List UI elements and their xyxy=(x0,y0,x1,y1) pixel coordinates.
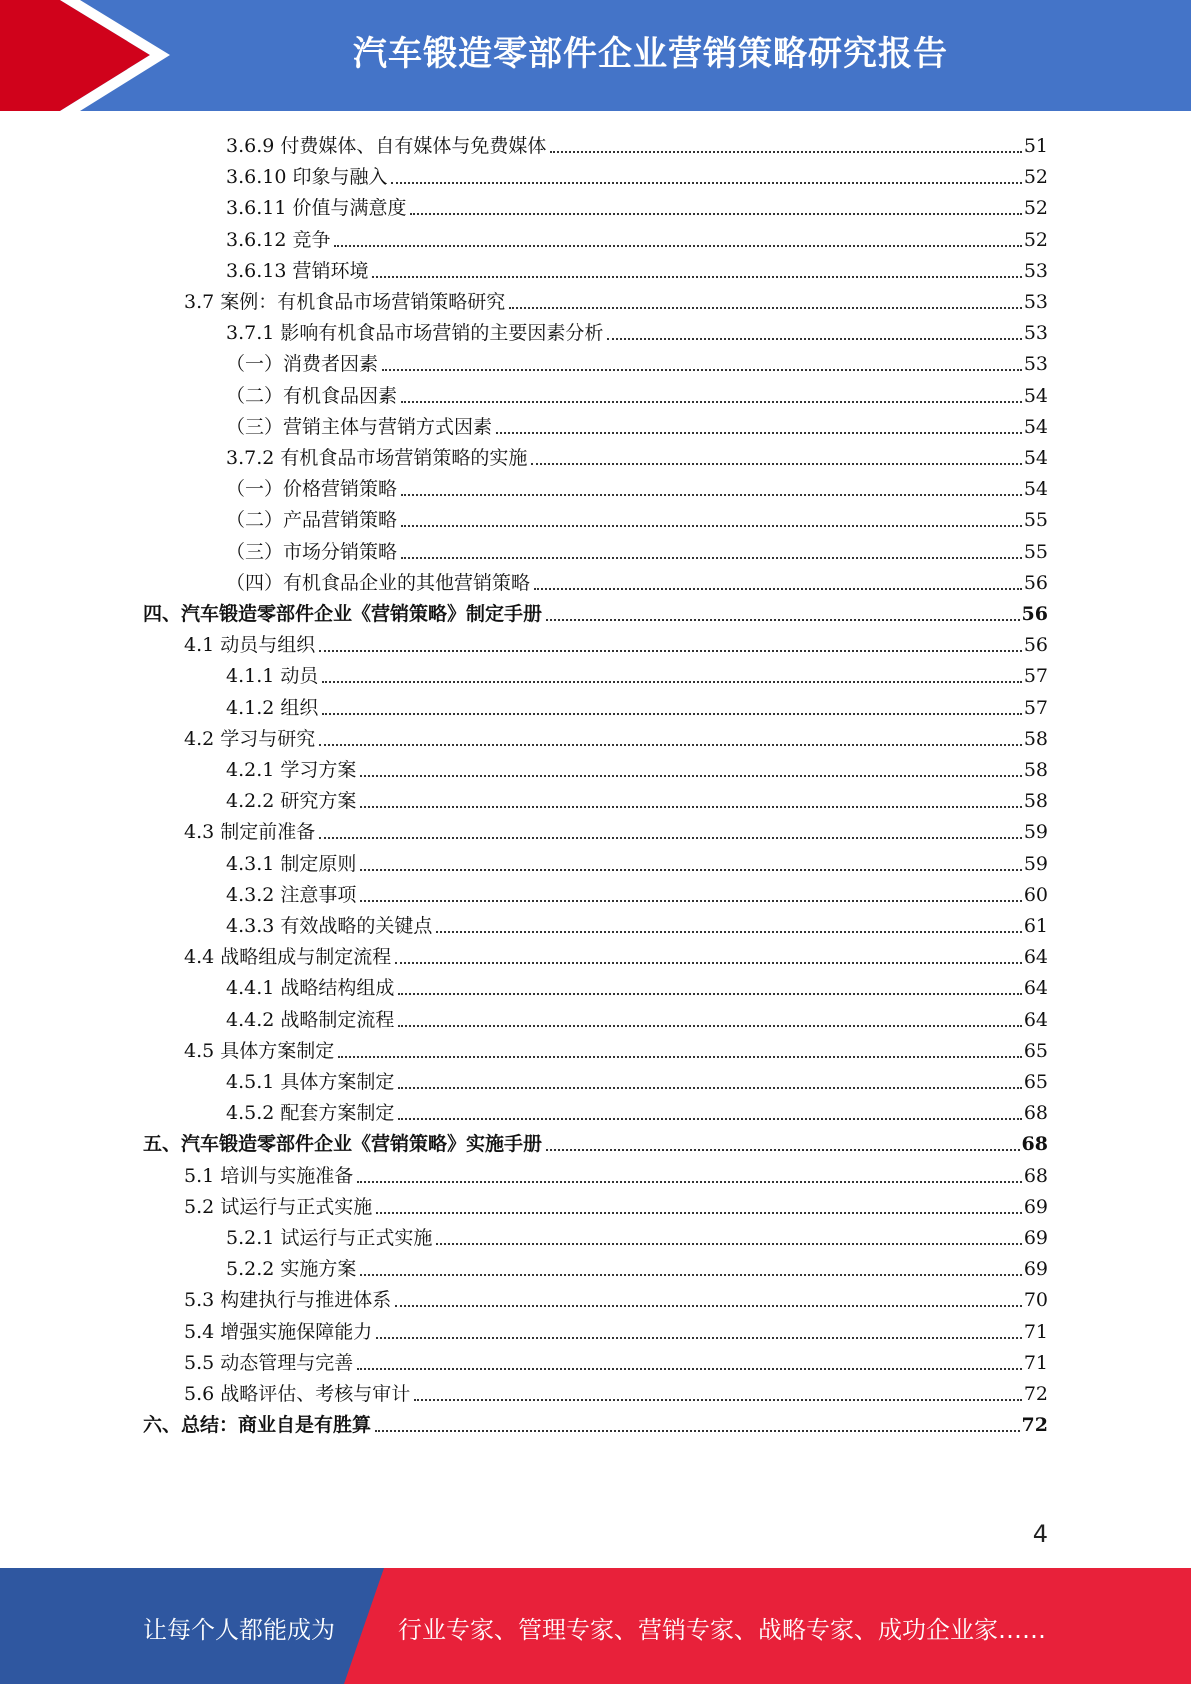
toc-entry[interactable] xyxy=(184,1281,1048,1312)
toc-entry-label: 3.7 案例：有机食品市场营销策略研究 xyxy=(184,291,506,313)
toc-leader-dots xyxy=(398,1025,1021,1027)
toc-entry[interactable] xyxy=(226,564,1048,595)
toc-leader-dots xyxy=(360,806,1021,808)
toc-entry-page: 58 xyxy=(1023,790,1048,813)
toc-entry[interactable] xyxy=(226,221,1048,252)
toc-entry-page: 68 xyxy=(1023,1102,1048,1125)
toc-entry-label: （二）产品营销策略 xyxy=(226,509,398,532)
toc-entry-label: 4.4.1 战略结构组成 xyxy=(226,977,395,1000)
toc-entry[interactable] xyxy=(226,1094,1048,1125)
toc-entry-page: 64 xyxy=(1023,1008,1048,1031)
toc-entry[interactable] xyxy=(184,1375,1048,1406)
toc-entry[interactable] xyxy=(226,876,1048,907)
toc-entry-label: 3.6.9 付费媒体、自有媒体与免费媒体 xyxy=(226,135,547,157)
toc-leader-dots xyxy=(607,338,1021,340)
toc-entry-page: 52 xyxy=(1023,228,1048,251)
toc-entry[interactable] xyxy=(226,1001,1048,1032)
toc-leader-dots xyxy=(509,307,1022,309)
toc-entry-label: 4.1.2 组织 xyxy=(226,696,319,719)
toc-leader-dots xyxy=(360,900,1021,902)
toc-leader-dots xyxy=(401,401,1022,403)
toc-entry[interactable] xyxy=(226,252,1048,283)
toc-entry[interactable] xyxy=(226,751,1048,782)
toc-entry-label: 5.5 动态管理与完善 xyxy=(184,1351,354,1374)
toc-entry-label: 4.3.2 注意事项 xyxy=(226,883,357,906)
toc-leader-dots xyxy=(401,525,1022,527)
toc-entry-label: 4.2 学习与研究 xyxy=(184,727,316,750)
toc-leader-dots xyxy=(436,1243,1021,1245)
toc-entry-label: 4.3.1 制定原则 xyxy=(226,852,357,875)
toc-entry[interactable] xyxy=(184,626,1048,657)
toc-entry[interactable] xyxy=(226,345,1048,376)
toc-entry-label: 3.6.10 印象与融入 xyxy=(226,166,388,189)
toc-entry[interactable] xyxy=(226,657,1048,688)
toc-entry-label: 4.5.2 配套方案制定 xyxy=(226,1102,395,1125)
toc-entry[interactable] xyxy=(226,377,1048,408)
toc-entry[interactable] xyxy=(226,408,1048,439)
toc-entry-page: 64 xyxy=(1023,977,1048,1000)
toc-entry-page: 55 xyxy=(1023,509,1048,532)
toc-leader-dots xyxy=(360,1274,1021,1276)
toc-entry[interactable] xyxy=(226,314,1048,345)
toc-entry[interactable] xyxy=(226,782,1048,813)
toc-entry-page: 54 xyxy=(1023,447,1048,469)
toc-entry[interactable] xyxy=(226,1219,1048,1250)
toc-entry[interactable] xyxy=(184,720,1048,751)
toc-entry-page: 58 xyxy=(1023,727,1048,750)
toc-entry-label: （一）消费者因素 xyxy=(226,353,379,376)
toc-leader-dots xyxy=(398,1087,1021,1089)
toc-entry-page: 60 xyxy=(1023,883,1048,906)
toc-entry-label: 四、汽车锻造零部件企业《营销策略》制定手册 xyxy=(143,603,543,625)
toc-leader-dots xyxy=(550,151,1021,153)
toc-entry-label: （二）有机食品因素 xyxy=(226,384,398,407)
toc-entry-label: （三）市场分销策略 xyxy=(226,540,398,563)
toc-entry[interactable] xyxy=(226,189,1048,220)
toc-leader-dots xyxy=(401,557,1022,559)
toc-leader-dots xyxy=(338,1056,1022,1058)
toc-entry-label: （一）价格营销策略 xyxy=(226,478,398,501)
toc-entry[interactable] xyxy=(226,501,1048,532)
toc-leader-dots xyxy=(534,588,1022,590)
toc-entry-page: 70 xyxy=(1023,1289,1048,1312)
toc-entry-page: 51 xyxy=(1023,135,1048,157)
toc-leader-dots xyxy=(531,463,1021,465)
toc-leader-dots xyxy=(395,1305,1022,1307)
toc-entry[interactable] xyxy=(226,1063,1048,1094)
toc-entry-page: 68 xyxy=(1023,1164,1048,1187)
toc-entry[interactable] xyxy=(184,1032,1048,1063)
toc-entry[interactable] xyxy=(226,127,1048,158)
toc-entry[interactable] xyxy=(226,845,1048,876)
toc-entry-label: 4.2.2 研究方案 xyxy=(226,790,357,813)
toc-leader-dots xyxy=(319,650,1022,652)
toc-leader-dots xyxy=(319,837,1022,839)
toc-entry-label: 5.4 增强实施保障能力 xyxy=(184,1320,373,1343)
toc-entry-page: 69 xyxy=(1023,1195,1048,1218)
toc-leader-dots xyxy=(398,993,1021,995)
toc-leader-dots xyxy=(357,1368,1022,1370)
toc-leader-dots xyxy=(391,182,1021,184)
toc-entry-page: 65 xyxy=(1023,1039,1048,1062)
toc-leader-dots xyxy=(401,494,1022,496)
toc-entry-label: （三）营销主体与营销方式因素 xyxy=(226,415,493,438)
toc-entry-page: 57 xyxy=(1023,665,1048,688)
toc-entry-page: 56 xyxy=(1021,603,1048,625)
toc-leader-dots xyxy=(334,245,1021,247)
toc-entry[interactable] xyxy=(184,1313,1048,1344)
toc-entry-page: 54 xyxy=(1023,384,1048,407)
toc-entry-page: 61 xyxy=(1023,915,1048,937)
toc-entry-label: 5.2 试运行与正式实施 xyxy=(184,1195,373,1218)
toc-entry-page: 53 xyxy=(1023,291,1048,313)
toc-entry-page: 53 xyxy=(1023,353,1048,376)
toc-leader-dots xyxy=(546,1149,1020,1151)
toc-entry[interactable] xyxy=(143,1125,1048,1156)
toc-entry-label: 4.5 具体方案制定 xyxy=(184,1039,335,1062)
toc-entry-label: 5.3 构建执行与推进体系 xyxy=(184,1289,392,1312)
toc-entry-page: 56 xyxy=(1023,571,1048,594)
toc-entry-page: 57 xyxy=(1023,696,1048,719)
toc-entry-page: 56 xyxy=(1023,634,1048,657)
toc-leader-dots xyxy=(322,713,1021,715)
toc-entry-page: 71 xyxy=(1023,1351,1048,1374)
toc-entry-label: 3.6.11 价值与满意度 xyxy=(226,197,407,220)
toc-entry[interactable] xyxy=(226,439,1048,470)
toc-leader-dots xyxy=(546,619,1020,621)
toc-entry[interactable] xyxy=(226,689,1048,720)
toc-leader-dots xyxy=(496,432,1022,434)
toc-entry-label: （四）有机食品企业的其他营销策略 xyxy=(226,571,531,594)
toc-entry-page: 53 xyxy=(1023,259,1048,282)
toc-entry[interactable] xyxy=(184,1157,1048,1188)
toc-entry-label: 4.4.2 战略制定流程 xyxy=(226,1008,395,1031)
toc-leader-dots xyxy=(372,276,1021,278)
toc-entry-label: 3.6.12 竞争 xyxy=(226,228,331,251)
toc-entry-page: 72 xyxy=(1021,1414,1048,1437)
toc-leader-dots xyxy=(319,744,1022,746)
toc-leader-dots xyxy=(436,931,1021,933)
page-header xyxy=(0,0,1191,111)
toc-entry-label: 4.4 战略组成与制定流程 xyxy=(184,946,392,969)
toc-entry-page: 55 xyxy=(1023,540,1048,563)
toc-leader-dots xyxy=(322,681,1021,683)
toc-entry-page: 65 xyxy=(1023,1071,1048,1093)
toc-entry-label: 4.3 制定前准备 xyxy=(184,821,316,844)
toc-entry[interactable] xyxy=(184,813,1048,844)
toc-leader-dots xyxy=(360,869,1021,871)
toc-entry-label: 4.2.1 学习方案 xyxy=(226,759,357,781)
toc-entry-label: 4.5.1 具体方案制定 xyxy=(226,1071,395,1093)
toc-leader-dots xyxy=(376,1212,1022,1214)
toc-entry-label: 5.6 战略评估、考核与审计 xyxy=(184,1383,411,1405)
toc-leader-dots xyxy=(398,1118,1021,1120)
toc-leader-dots xyxy=(376,1337,1022,1339)
toc-entry[interactable] xyxy=(184,1188,1048,1219)
toc-entry-label: 五、汽车锻造零部件企业《营销策略》实施手册 xyxy=(143,1133,543,1156)
toc-entry[interactable] xyxy=(184,1344,1048,1375)
footer-slogan-left: 让每个人都能成为 xyxy=(143,1616,335,1644)
toc-leader-dots xyxy=(360,775,1021,777)
header-title: 汽车锻造零部件企业营销策略研究报告 xyxy=(353,34,948,74)
toc-entry-page: 53 xyxy=(1023,322,1048,345)
toc-entry-page: 69 xyxy=(1023,1258,1048,1281)
toc-entry-page: 52 xyxy=(1023,166,1048,189)
toc-leader-dots xyxy=(395,962,1022,964)
toc-entry-page: 68 xyxy=(1021,1133,1048,1156)
toc-entry-page: 59 xyxy=(1023,821,1048,844)
toc-entry[interactable] xyxy=(226,1250,1048,1281)
toc-entry-page: 52 xyxy=(1023,197,1048,220)
toc-entry-label: 六、总结：商业自是有胜算 xyxy=(143,1414,372,1437)
toc-entry-label: 4.1.1 动员 xyxy=(226,665,319,688)
toc-entry-page: 69 xyxy=(1023,1227,1048,1249)
toc-entry-page: 71 xyxy=(1023,1320,1048,1343)
toc-entry[interactable] xyxy=(226,470,1048,501)
toc-leader-dots xyxy=(357,1181,1022,1183)
toc-entry[interactable] xyxy=(226,969,1048,1000)
toc-entry-label: 5.2.2 实施方案 xyxy=(226,1258,357,1281)
toc-entry-label: 5.2.1 试运行与正式实施 xyxy=(226,1227,433,1249)
toc-entry[interactable] xyxy=(143,595,1048,626)
toc-entry[interactable] xyxy=(226,907,1048,938)
footer-slogan-right: 行业专家、管理专家、营销专家、战略专家、成功企业家…… xyxy=(398,1616,1046,1644)
toc-entry-page: 59 xyxy=(1023,852,1048,875)
toc-entry[interactable] xyxy=(226,533,1048,564)
toc-entry[interactable] xyxy=(184,283,1048,314)
toc-leader-dots xyxy=(375,1430,1020,1432)
toc-entry[interactable] xyxy=(184,938,1048,969)
page-number: 4 xyxy=(1032,1520,1048,1548)
toc-entry-page: 54 xyxy=(1023,415,1048,438)
toc-leader-dots xyxy=(382,369,1022,371)
page-footer xyxy=(0,1568,1191,1684)
toc-entry-label: 4.1 动员与组织 xyxy=(184,634,316,657)
toc-entry-page: 64 xyxy=(1023,946,1048,969)
toc-entry-page: 54 xyxy=(1023,478,1048,501)
toc-leader-dots xyxy=(414,1399,1022,1401)
toc-entry-label: 3.7.1 影响有机食品市场营销的主要因素分析 xyxy=(226,322,604,345)
toc-entry-label: 5.1 培训与实施准备 xyxy=(184,1164,354,1187)
toc-entry[interactable] xyxy=(226,158,1048,189)
toc-leader-dots xyxy=(410,213,1021,215)
toc-entry-label: 4.3.3 有效战略的关键点 xyxy=(226,915,433,937)
toc-entry-label: 3.6.13 营销环境 xyxy=(226,259,369,282)
toc-entry-page: 72 xyxy=(1023,1383,1048,1405)
toc-entry[interactable] xyxy=(143,1406,1048,1437)
toc-entry-label: 3.7.2 有机食品市场营销策略的实施 xyxy=(226,447,528,469)
toc-entry-page: 58 xyxy=(1023,759,1048,781)
